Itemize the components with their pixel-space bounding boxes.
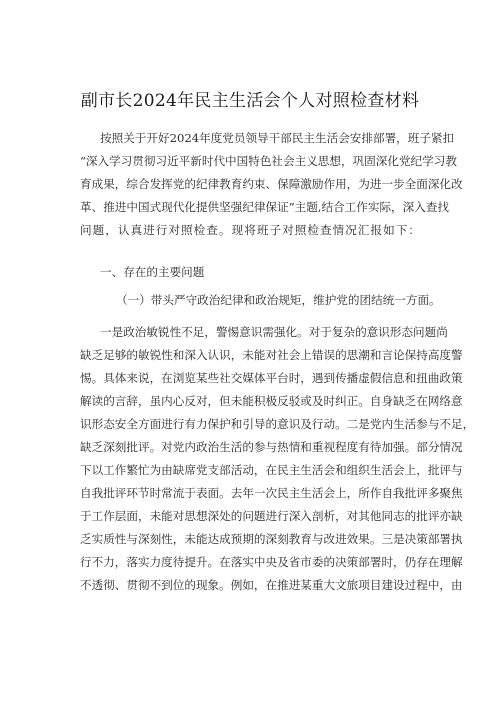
intro-line: 育成果，综合发挥党的纪律教育约束、保障激励作用，为进一步全面深化改 xyxy=(80,177,463,191)
document-title: 副市长2024年民主生活会个人对照检查材料 xyxy=(80,91,420,111)
intro-line: “深入学习贯彻习近平新时代中国特色社会主义思想，巩固深化党纪学习教 xyxy=(80,154,457,168)
body-line: 自我批评环节时常流于表面。去年一次民主生活会上，所作自我批评多聚焦 xyxy=(80,486,463,500)
body-line: 解读的言辞，虽内心反对，但未能积极反驳或及时纠正。自身缺乏在网络意 xyxy=(80,394,463,408)
subsection-heading: （一）带头严守政治纪律和政治规矩，维护党的团结统一方面。 xyxy=(116,293,441,307)
body-line: 惕。具体来说，在浏览某些社交媒体平台时，遇到传播虚假信息和扭曲政策 xyxy=(80,371,463,385)
body-line: 行不力，落实力度待提升。在落实中央及省市委的决策部署时，仍存在理解 xyxy=(80,555,463,569)
body-line: 一是政治敏锐性不足，警惕意识需强化。对于复杂的意识形态问题尚 xyxy=(100,325,448,339)
intro-line: 问题，认真进行对照检查。现将班子对照检查情况汇报如下： xyxy=(80,223,420,237)
section-heading: 一、存在的主要问题 xyxy=(100,265,205,279)
body-line: 不透彻、贯彻不到位的现象。例如，在推进某重大文旅项目建设过程中，由 xyxy=(80,578,463,592)
body-line: 缺乏足够的敏锐性和深入认识，未能对社会上错误的思潮和言论保持高度警 xyxy=(80,348,463,362)
body-line: 于工作层面，未能对思想深处的问题进行深入剖析，对其他同志的批评亦缺 xyxy=(80,509,463,523)
body-line: 识形态安全方面进行有力保护和引导的意识及行动。二是党内生活参与不足， xyxy=(80,417,475,431)
body-line: 下以工作繁忙为由缺席党支部活动，在民主生活会和组织生活会上，批评与 xyxy=(80,463,463,477)
body-line: 乏实质性与深刻性，未能达成预期的深刻教育与改进效果。三是决策部署执 xyxy=(80,532,463,546)
intro-line: 革、推进中国式现代化提供坚强纪律保证”主题,结合工作实际，深入查找 xyxy=(80,200,450,214)
body-line: 缺乏深刻批评。对党内政治生活的参与热情和重视程度有待加强。部分情况 xyxy=(80,440,463,454)
intro-line: 按照关于开好2024年度党员领导干部民主生活会安排部署，班子紧扣 xyxy=(100,131,455,145)
